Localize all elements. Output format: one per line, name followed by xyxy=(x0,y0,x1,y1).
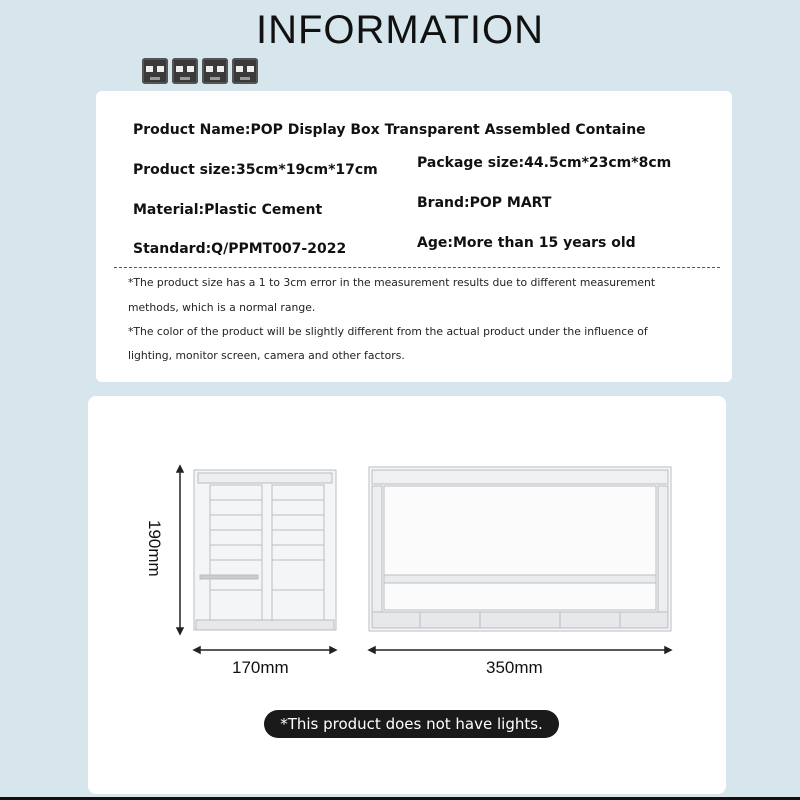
brand: Brand:POP MART xyxy=(417,195,552,211)
width-label: 350mm xyxy=(486,658,543,677)
depth-label: 170mm xyxy=(232,658,289,677)
standard: Standard:Q/PPMT007-2022 xyxy=(133,241,347,257)
height-label: 190mm xyxy=(145,520,164,577)
note-line: lighting, monitor screen, camera and other factors. xyxy=(128,349,405,362)
side-view xyxy=(194,470,336,630)
material: Material:Plastic Cement xyxy=(133,202,323,218)
page-title: INFORMATION xyxy=(255,8,544,52)
product-size: Product size:35cm*19cm*17cm xyxy=(133,162,378,178)
product-name: Product Name:POP Display Box Transparent Assembled Containe xyxy=(133,122,646,138)
package-size: Package size:44.5cm*23cm*8cm xyxy=(417,155,672,171)
age: Age:More than 15 years old xyxy=(417,235,636,251)
note-line: *The product size has a 1 to 3cm error in the measurement results due to different measurement xyxy=(128,276,656,289)
no-lights-note: *This product does not have lights. xyxy=(264,710,559,738)
note-line: *The color of the product will be slightly different from the actual product under the influence of xyxy=(128,325,648,338)
note-line: methods, which is a normal range. xyxy=(128,301,316,314)
front-view xyxy=(369,467,671,631)
